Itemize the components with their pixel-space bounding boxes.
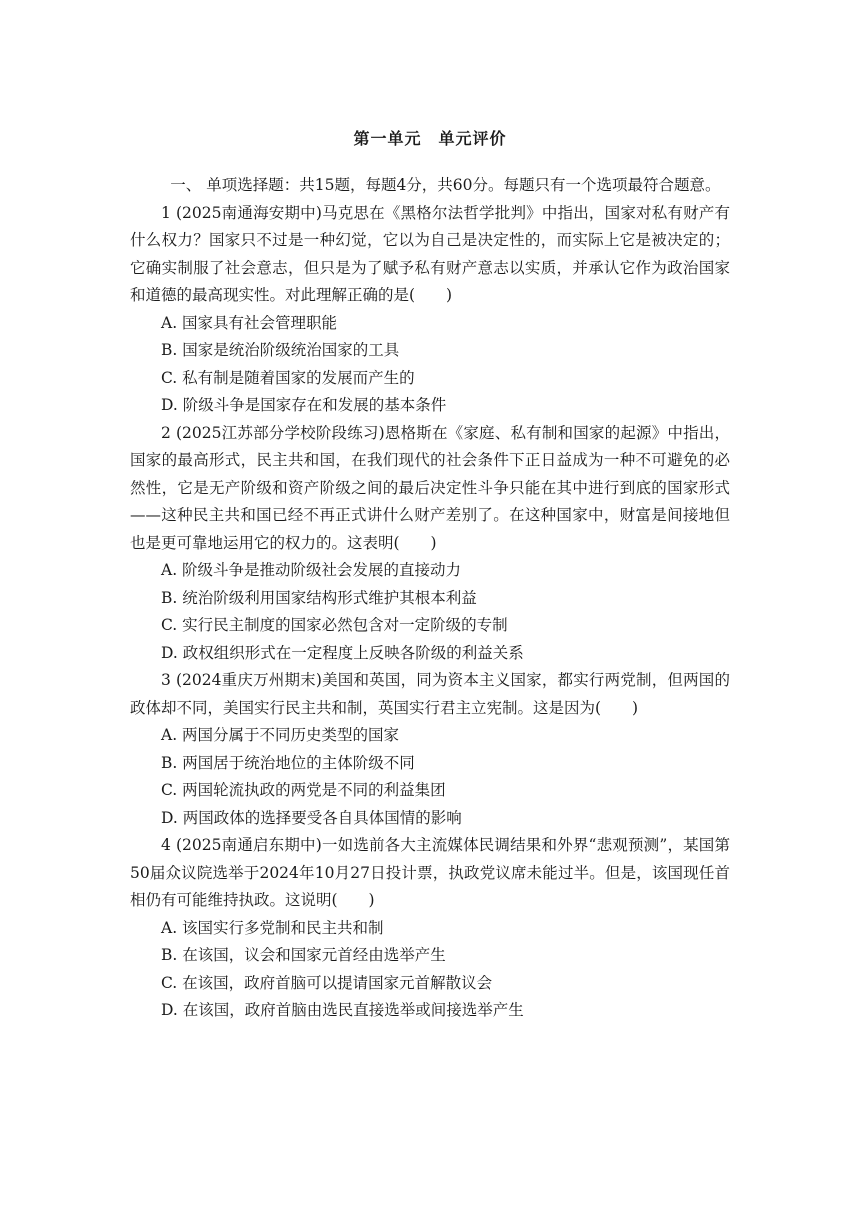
page-title: 第一单元 单元评价 (353, 129, 507, 148)
question-1 (130, 200, 730, 420)
option-c: C. 在该国，政府首脑可以提请国家元首解散议会 (161, 973, 493, 992)
section-instruction: 一、 单项选择题：共15题，每题4分，共60分。每题只有一个选项最符合题意。 (170, 176, 721, 194)
document-body (130, 172, 730, 1025)
question-stem: 2 (2025江苏部分学校阶段练习)恩格斯在《家庭、私有制和国家的起源》中指出，国家的最高形式，民主共和国，在我们现代的社会条件下正日益成为一种不可避免的必然性，它是无产阶级和资产阶级之间的最后决定性斗争只能在其中进行到底的国家形式——这种民主共和国已经不再正式讲什么财产差别了。在这种国家中，财富是间接地但也是更可靠地运用它的权力的。这表明( ) (130, 423, 730, 552)
option-a: A. 该国实行多党制和民主共和制 (161, 918, 384, 937)
option-b: B. 在该国，议会和国家元首经由选举产生 (161, 946, 446, 964)
option-c: C. 两国轮流执政的两党是不同的利益集团 (161, 781, 446, 799)
question-3 (130, 667, 730, 832)
option-a: A. 阶级斗争是推动阶级社会发展的直接动力 (161, 561, 462, 579)
option-d: D. 阶级斗争是国家存在和发展的基本条件 (161, 396, 447, 414)
option-c: C. 实行民主制度的国家必然包含对一定阶级的专制 (161, 616, 508, 634)
question-stem: 3 (2024重庆万州期末)美国和英国，同为资本主义国家，都实行两党制，但两国的政体却不同，美国实行民主共和制，英国实行君主立宪制。这是因为( ) (130, 671, 730, 717)
question-4 (130, 832, 730, 1025)
option-a: A. 两国分属于不同历史类型的国家 (161, 726, 400, 744)
question-stem: 1 (2025南通海安期中)马克思在《黑格尔法哲学批判》中指出，国家对私有财产有什么权力？国家只不过是一种幻觉，它以为自己是决定性的，而实际上它是被决定的；它确实制服了社会意志，但只是为了赋予私有财产意志以实质，并承认它作为政治国家和道德的最高现实性。对此理解正确的是( ) (130, 203, 730, 304)
option-c: C. 私有制是随着国家的发展而产生的 (161, 368, 415, 387)
option-b: B. 两国居于统治地位的主体阶级不同 (161, 753, 415, 772)
option-d: D. 政权组织形式在一定程度上反映各阶级的利益关系 (161, 643, 524, 662)
question-stem: 4 (2025南通启东期中)一如选前各大主流媒体民调结果和外界“悲观预测”，某国第50届众议院选举于2024年10月27日投计票，执政党议席未能过半。但是，该国现任首相仍有可能维持执政。这说明( ) (130, 836, 730, 909)
option-b: B. 国家是统治阶级统治国家的工具 (161, 341, 400, 359)
option-d: D. 在该国，政府首脑由选民直接选举或间接选举产生 (161, 1001, 524, 1019)
question-2 (130, 420, 730, 668)
option-a: A. 国家具有社会管理职能 (161, 313, 338, 332)
option-b: B. 统治阶级利用国家结构形式维护其根本利益 (161, 588, 477, 607)
option-d: D. 两国政体的选择要受各自具体国情的影响 (161, 808, 462, 827)
